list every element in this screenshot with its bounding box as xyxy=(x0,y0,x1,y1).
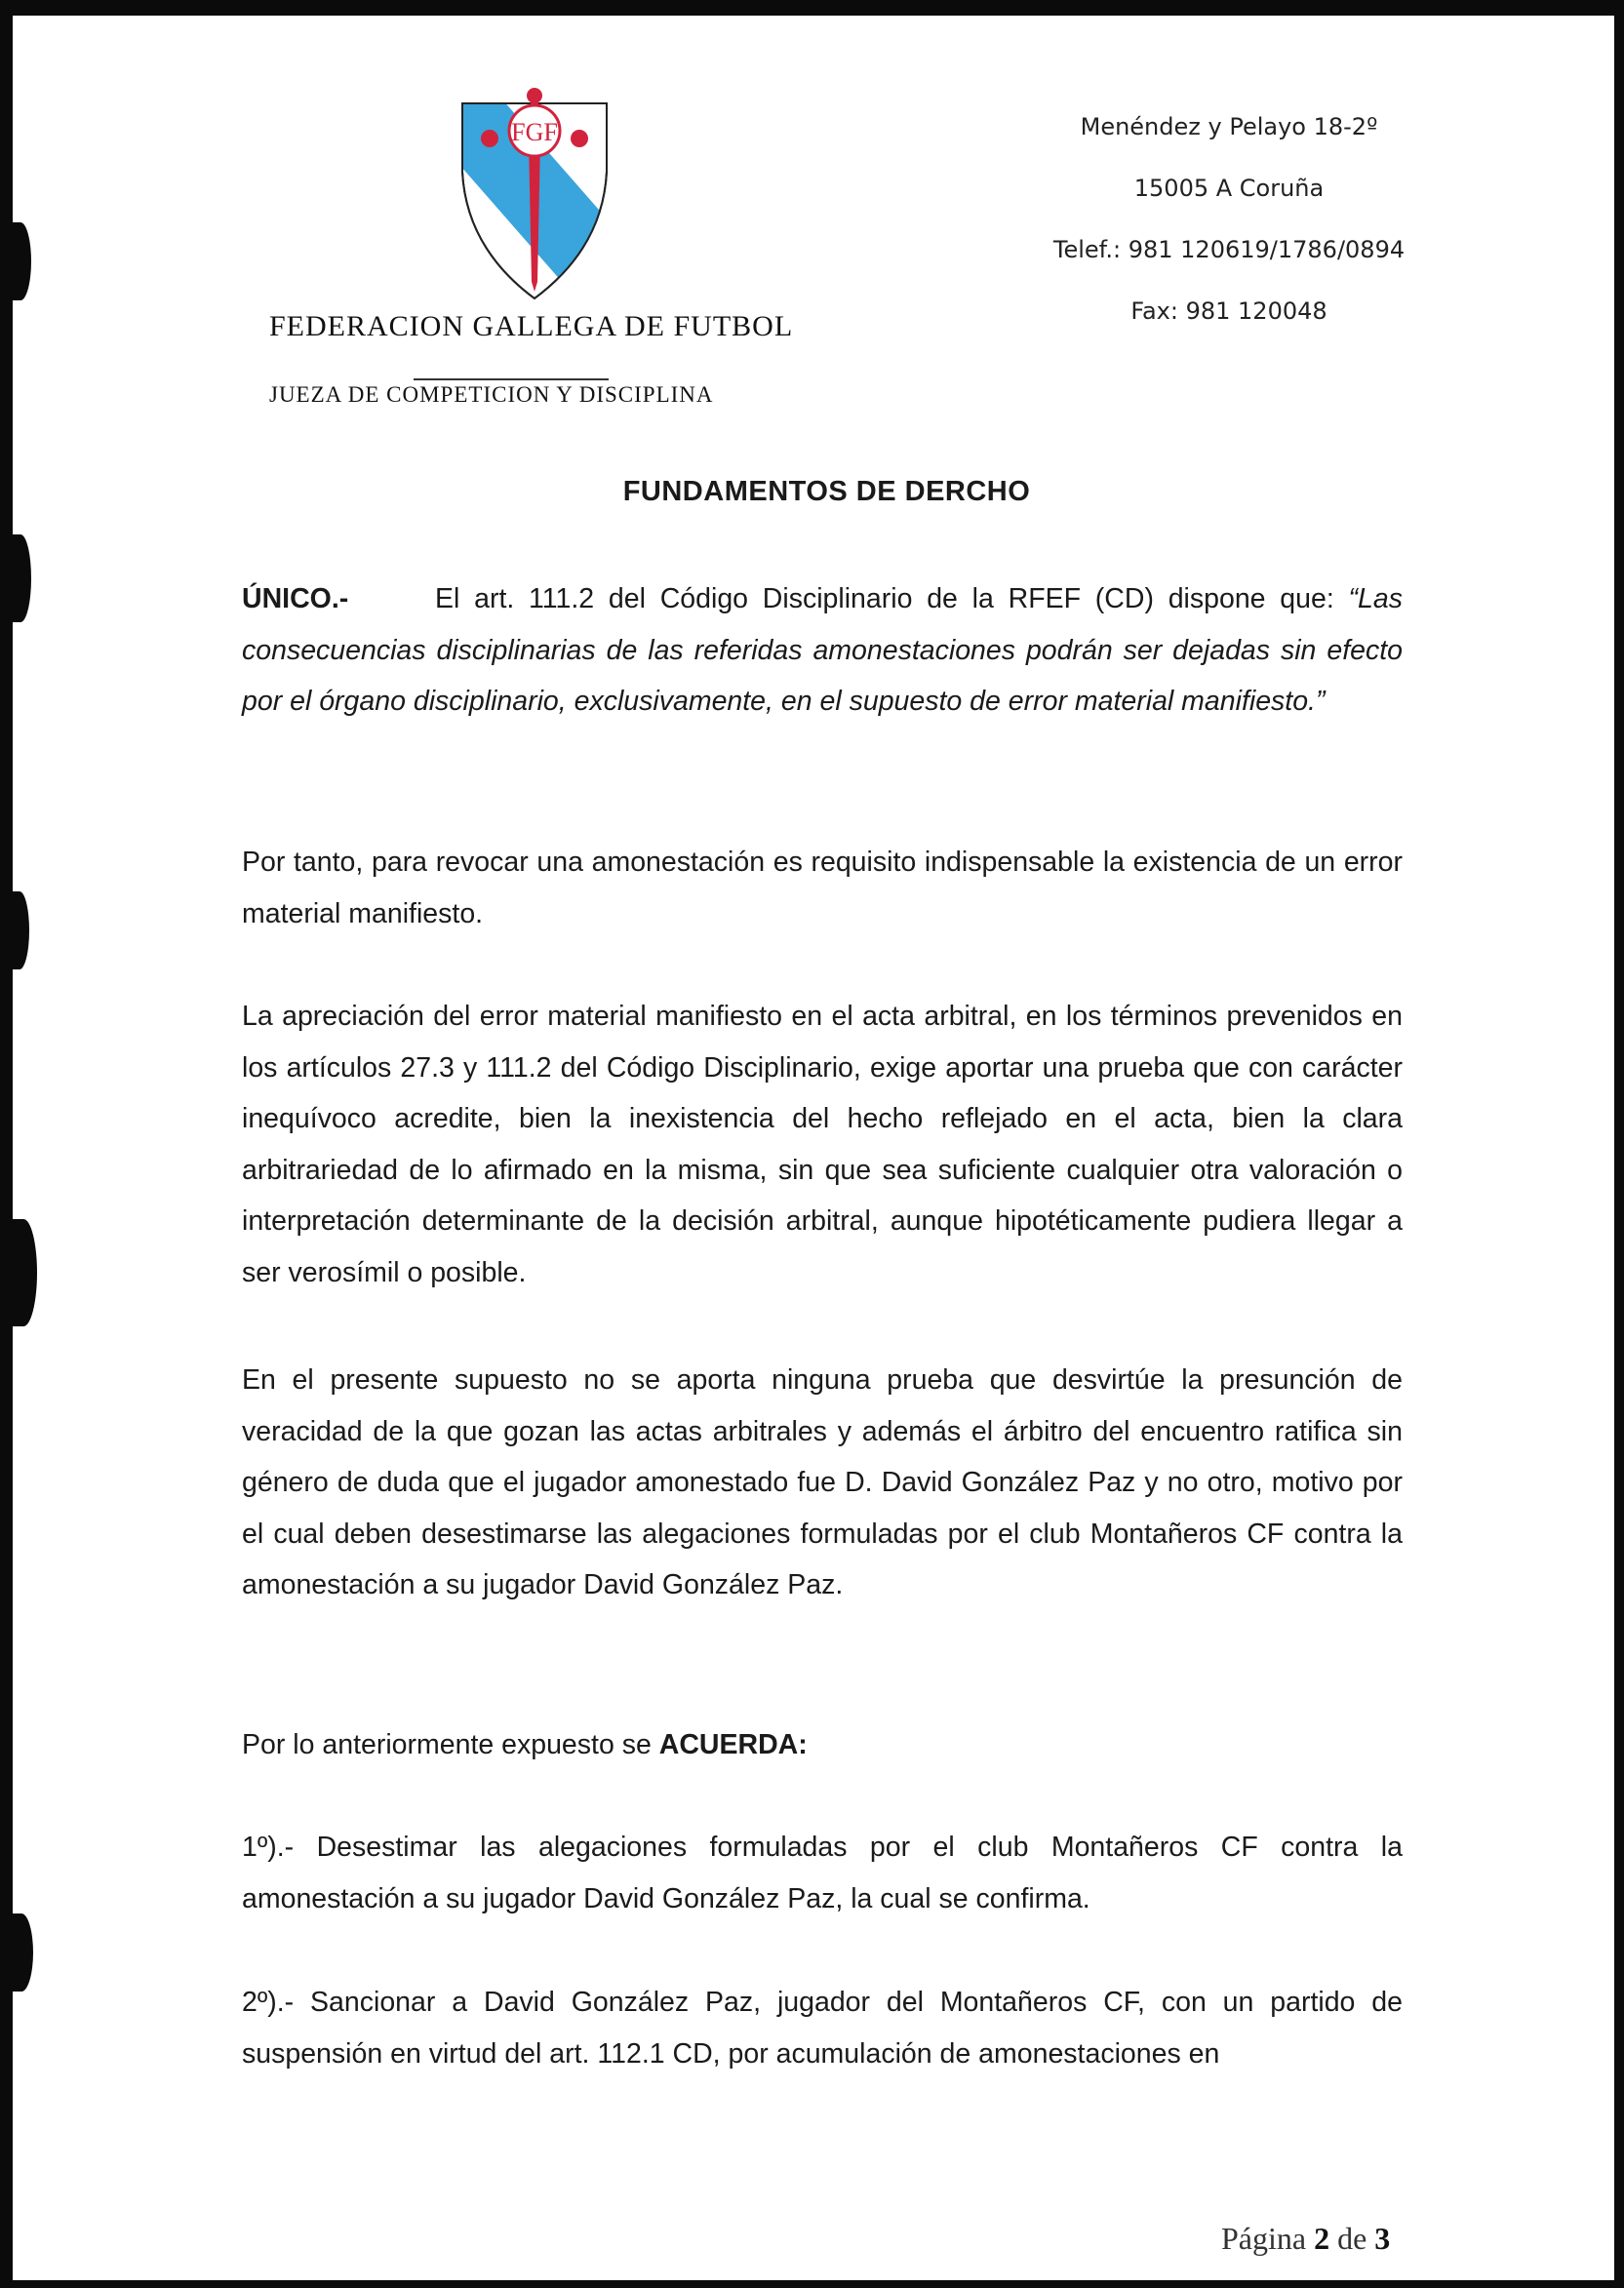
scan-artifact xyxy=(10,891,29,969)
agreement-keyword: ACUERDA: xyxy=(658,1729,808,1760)
scan-artifact xyxy=(10,1219,37,1326)
paragraph xyxy=(242,1355,1403,1611)
federation-name: FEDERACION GALLEGA DE FUTBOL xyxy=(269,310,794,342)
judge-title: JUEZA DE COMPETICION Y DISCIPLINA xyxy=(269,382,714,407)
fgf-crest-logo xyxy=(456,82,613,300)
paragraph xyxy=(242,991,1403,1298)
total-pages: 3 xyxy=(1374,2221,1391,2256)
unico-intro: El art. 111.2 del Código Disciplinario de la RFEF (CD) dispone que: xyxy=(435,583,1349,614)
divider xyxy=(414,378,609,380)
paragraph xyxy=(242,837,1403,939)
current-page: 2 xyxy=(1314,2221,1330,2256)
contact-block xyxy=(1034,109,1424,355)
paragraph-text: En el presente supuesto no se aporta ninguna prueba que desvirtúe la presunción de veracidad de la que gozan las actas arbitrales y además el árbitro del encuentro ratifica sin género de duda que el jugador amonestado fue D. David González Paz y no otro, motivo por el cual deben desestimarse las alegaciones formuladas por el club Montañeros CF contra la amonestación a su jugador David González Paz. xyxy=(242,1364,1403,1600)
crest-letters: FGF xyxy=(511,118,558,146)
scan-artifact xyxy=(10,222,31,300)
unico-label: ÚNICO.- xyxy=(242,583,349,614)
resolution-item-text: 1º).- Desestimar las alegaciones formuladas por el club Montañeros CF contra la amonestación a su jugador David González Paz, la cual se confirma. xyxy=(242,1832,1403,1914)
contact-address: Menéndez y Pelayo 18-2º xyxy=(1080,113,1378,140)
resolution-item xyxy=(242,1977,1403,2079)
scan-artifact xyxy=(10,534,31,622)
agreement-intro: Por lo anteriormente expuesto se xyxy=(242,1729,659,1760)
page-word: Página xyxy=(1221,2221,1307,2256)
scan-border-bottom xyxy=(0,2280,1624,2288)
unico-quote: “Las consecuencias disciplinarias de las referidas amonestaciones podrán ser dejadas sin efecto por el órgano disciplinario, exclusivamente, en el supuesto de error material manifiesto.” xyxy=(242,583,1403,717)
agreement-line xyxy=(242,1719,1403,1771)
page-number xyxy=(1221,2221,1390,2257)
paragraph-text: Por tanto, para revocar una amonestación es requisito indispensable la existencia de un error material manifiesto. xyxy=(242,847,1403,929)
scan-border-right xyxy=(1614,0,1624,2288)
paragraph-unico xyxy=(242,573,1403,728)
contact-phone: Telef.: 981 120619/1786/0894 xyxy=(1052,236,1406,263)
section-heading: FUNDAMENTOS DE DERCHO xyxy=(622,476,1031,507)
contact-fax: Fax: 981 120048 xyxy=(1130,297,1327,325)
resolution-item-text: 2º).- Sancionar a David González Paz, jugador del Montañeros CF, con un partido de suspensión en virtud del art. 112.1 CD, por acumulación de amonestaciones en xyxy=(242,1987,1403,2070)
paragraph-text: La apreciación del error material manifiesto en el acta arbitral, en los términos prevenidos en los artículos 27.3 y 111.2 del Código Disciplinario, exige aportar una prueba que con carácter inequívoco acredite, bien la inexistencia del hecho reflejado en el acta, bien la clara arbitrariedad de lo afirmado en la misma, sin que sea suficiente cualquier otra valoración o interpretación determinante de la decisión arbitral, aunque hipotéticamente pudiera llegar a ser verosímil o posible. xyxy=(242,1001,1403,1288)
scan-artifact xyxy=(10,1913,33,1992)
contact-city: 15005 A Coruña xyxy=(1133,175,1325,202)
resolution-item xyxy=(242,1822,1403,1924)
scan-border-top xyxy=(0,0,1624,16)
of-word: de xyxy=(1337,2221,1367,2256)
